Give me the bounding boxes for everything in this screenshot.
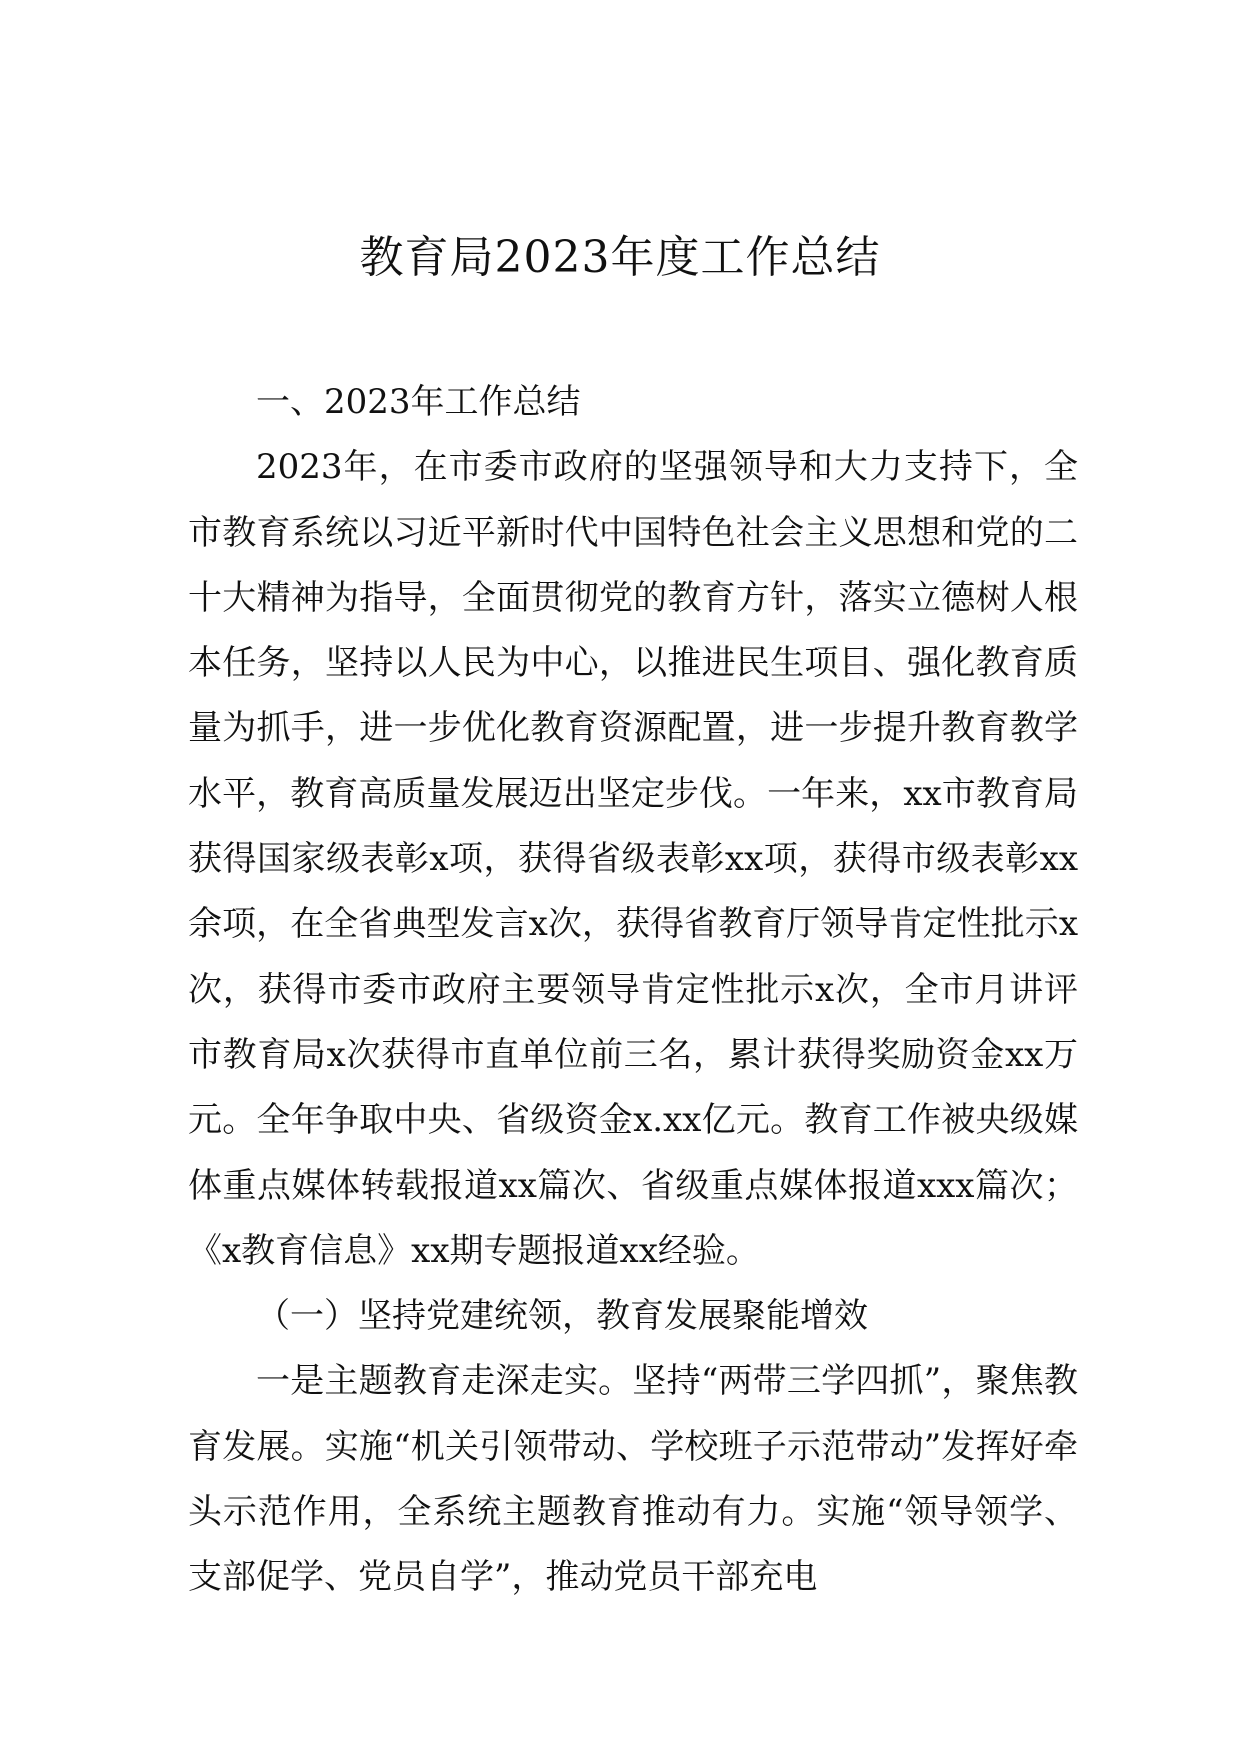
paragraph-summary: 2023年，在市委市政府的坚强领导和大力支持下，全市教育系统以习近平新时代中国特色社会主义思想和党的二十大精神为指导，全面贯彻党的教育方针，落实立德树人根本任务，坚持以人民为中心，以推进民生项目、强化教育质量为抓手，进一步优化教育资源配置，进一步提升教育教学水平，教育高质量发展迈出坚定步伐。一年来，xx市教育局获得国家级表彰x项，获得省级表彰xx项，获得市级表彰xx余项，在全省典型发言x次，获得省教育厅领导肯定性批示x次，获得市委市政府主要领导肯定性批示x次，全市月讲评市教育局x次获得市直单位前三名，累计获得奖励资金xx万元。全年争取中央、省级资金x.xx亿元。教育工作被央级媒体重点媒体转载报道xx篇次、省级重点媒体报道xxx篇次；《x教育信息》xx期专题报道xx经验。 (188, 447, 1078, 1271)
document-body (188, 370, 1078, 1611)
section-heading: 一、2023年工作总结 (256, 382, 581, 422)
paragraph-theme-education: 一是主题教育走深走实。坚持“两带三学四抓”，聚焦教育发展。实施“机关引领带动、学校班子示范带动”发挥好牵头示范作用，全系统主题教育推动有力。实施“领导领学、支部促学、党员自学”，推动党员干部充电 (188, 1361, 1078, 1598)
document-title: 教育局2023年度工作总结 (359, 232, 881, 283)
subsection-heading: （一）坚持党建统领，教育发展聚能增效 (256, 1296, 868, 1337)
